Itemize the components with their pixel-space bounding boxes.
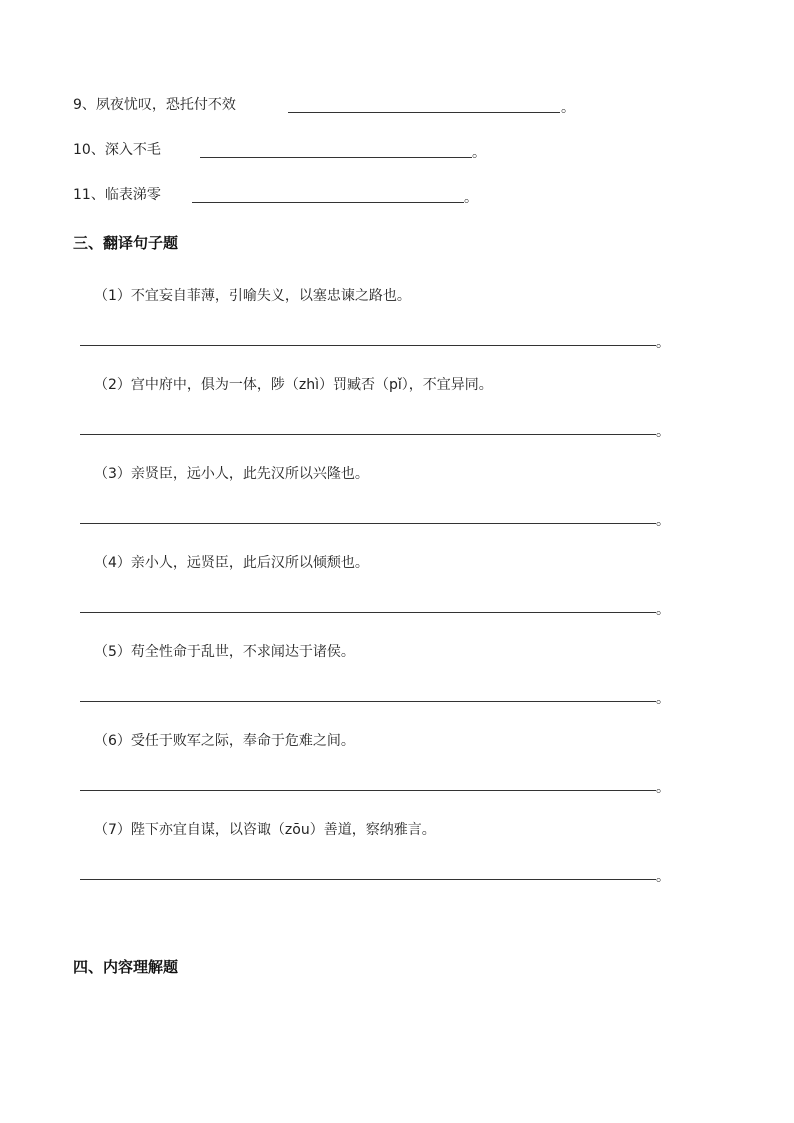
answer-line-2[interactable] (80, 434, 656, 435)
sentence-4: （4）亲小人，远贤臣，此后汉所以倾颓也。 (94, 555, 369, 571)
sentence-7: （7）陛下亦宜自谋，以咨诹（zōu）善道，察纳雅言。 (94, 822, 436, 838)
answer-period-5: 。 (656, 691, 670, 707)
sentence-2: （2）宫中府中，俱为一体，陟（zhì）罚臧否（pǐ），不宜异同。 (94, 377, 493, 393)
sentence-3: （3）亲贤臣，远小人，此先汉所以兴隆也。 (94, 466, 369, 482)
answer-period-6: 。 (656, 780, 670, 796)
answer-period-7: 。 (656, 869, 670, 885)
answer-line-5[interactable] (80, 701, 656, 702)
fill-item-9-blank[interactable] (288, 112, 560, 113)
fill-item-10-blank[interactable] (200, 157, 472, 158)
fill-item-11-blank[interactable] (192, 202, 464, 203)
answer-period-1: 。 (656, 335, 670, 351)
answer-line-4[interactable] (80, 612, 656, 613)
answer-period-4: 。 (656, 602, 670, 618)
fill-item-9-text: 9、夙夜忧叹，恐托付不效 (73, 97, 236, 113)
fill-item-9-period: 。 (561, 100, 575, 116)
fill-item-11-text: 11、临表涕零 (73, 187, 161, 203)
answer-period-2: 。 (656, 424, 670, 440)
section-4-heading: 四、内容理解题 (73, 958, 179, 976)
sentence-1: （1）不宜妄自菲薄，引喻失义，以塞忠谏之路也。 (94, 288, 411, 304)
sentence-6: （6）受任于败军之际，奉命于危难之间。 (94, 733, 355, 749)
fill-item-10-text: 10、深入不毛 (73, 142, 161, 158)
answer-line-1[interactable] (80, 345, 656, 346)
fill-item-10-period: 。 (472, 145, 486, 161)
section-3-heading: 三、翻译句子题 (73, 234, 179, 252)
answer-period-3: 。 (656, 513, 670, 529)
answer-line-6[interactable] (80, 790, 656, 791)
answer-line-3[interactable] (80, 523, 656, 524)
answer-line-7[interactable] (80, 879, 656, 880)
fill-item-11-period: 。 (464, 190, 478, 206)
sentence-5: （5）苟全性命于乱世，不求闻达于诸侯。 (94, 644, 355, 660)
